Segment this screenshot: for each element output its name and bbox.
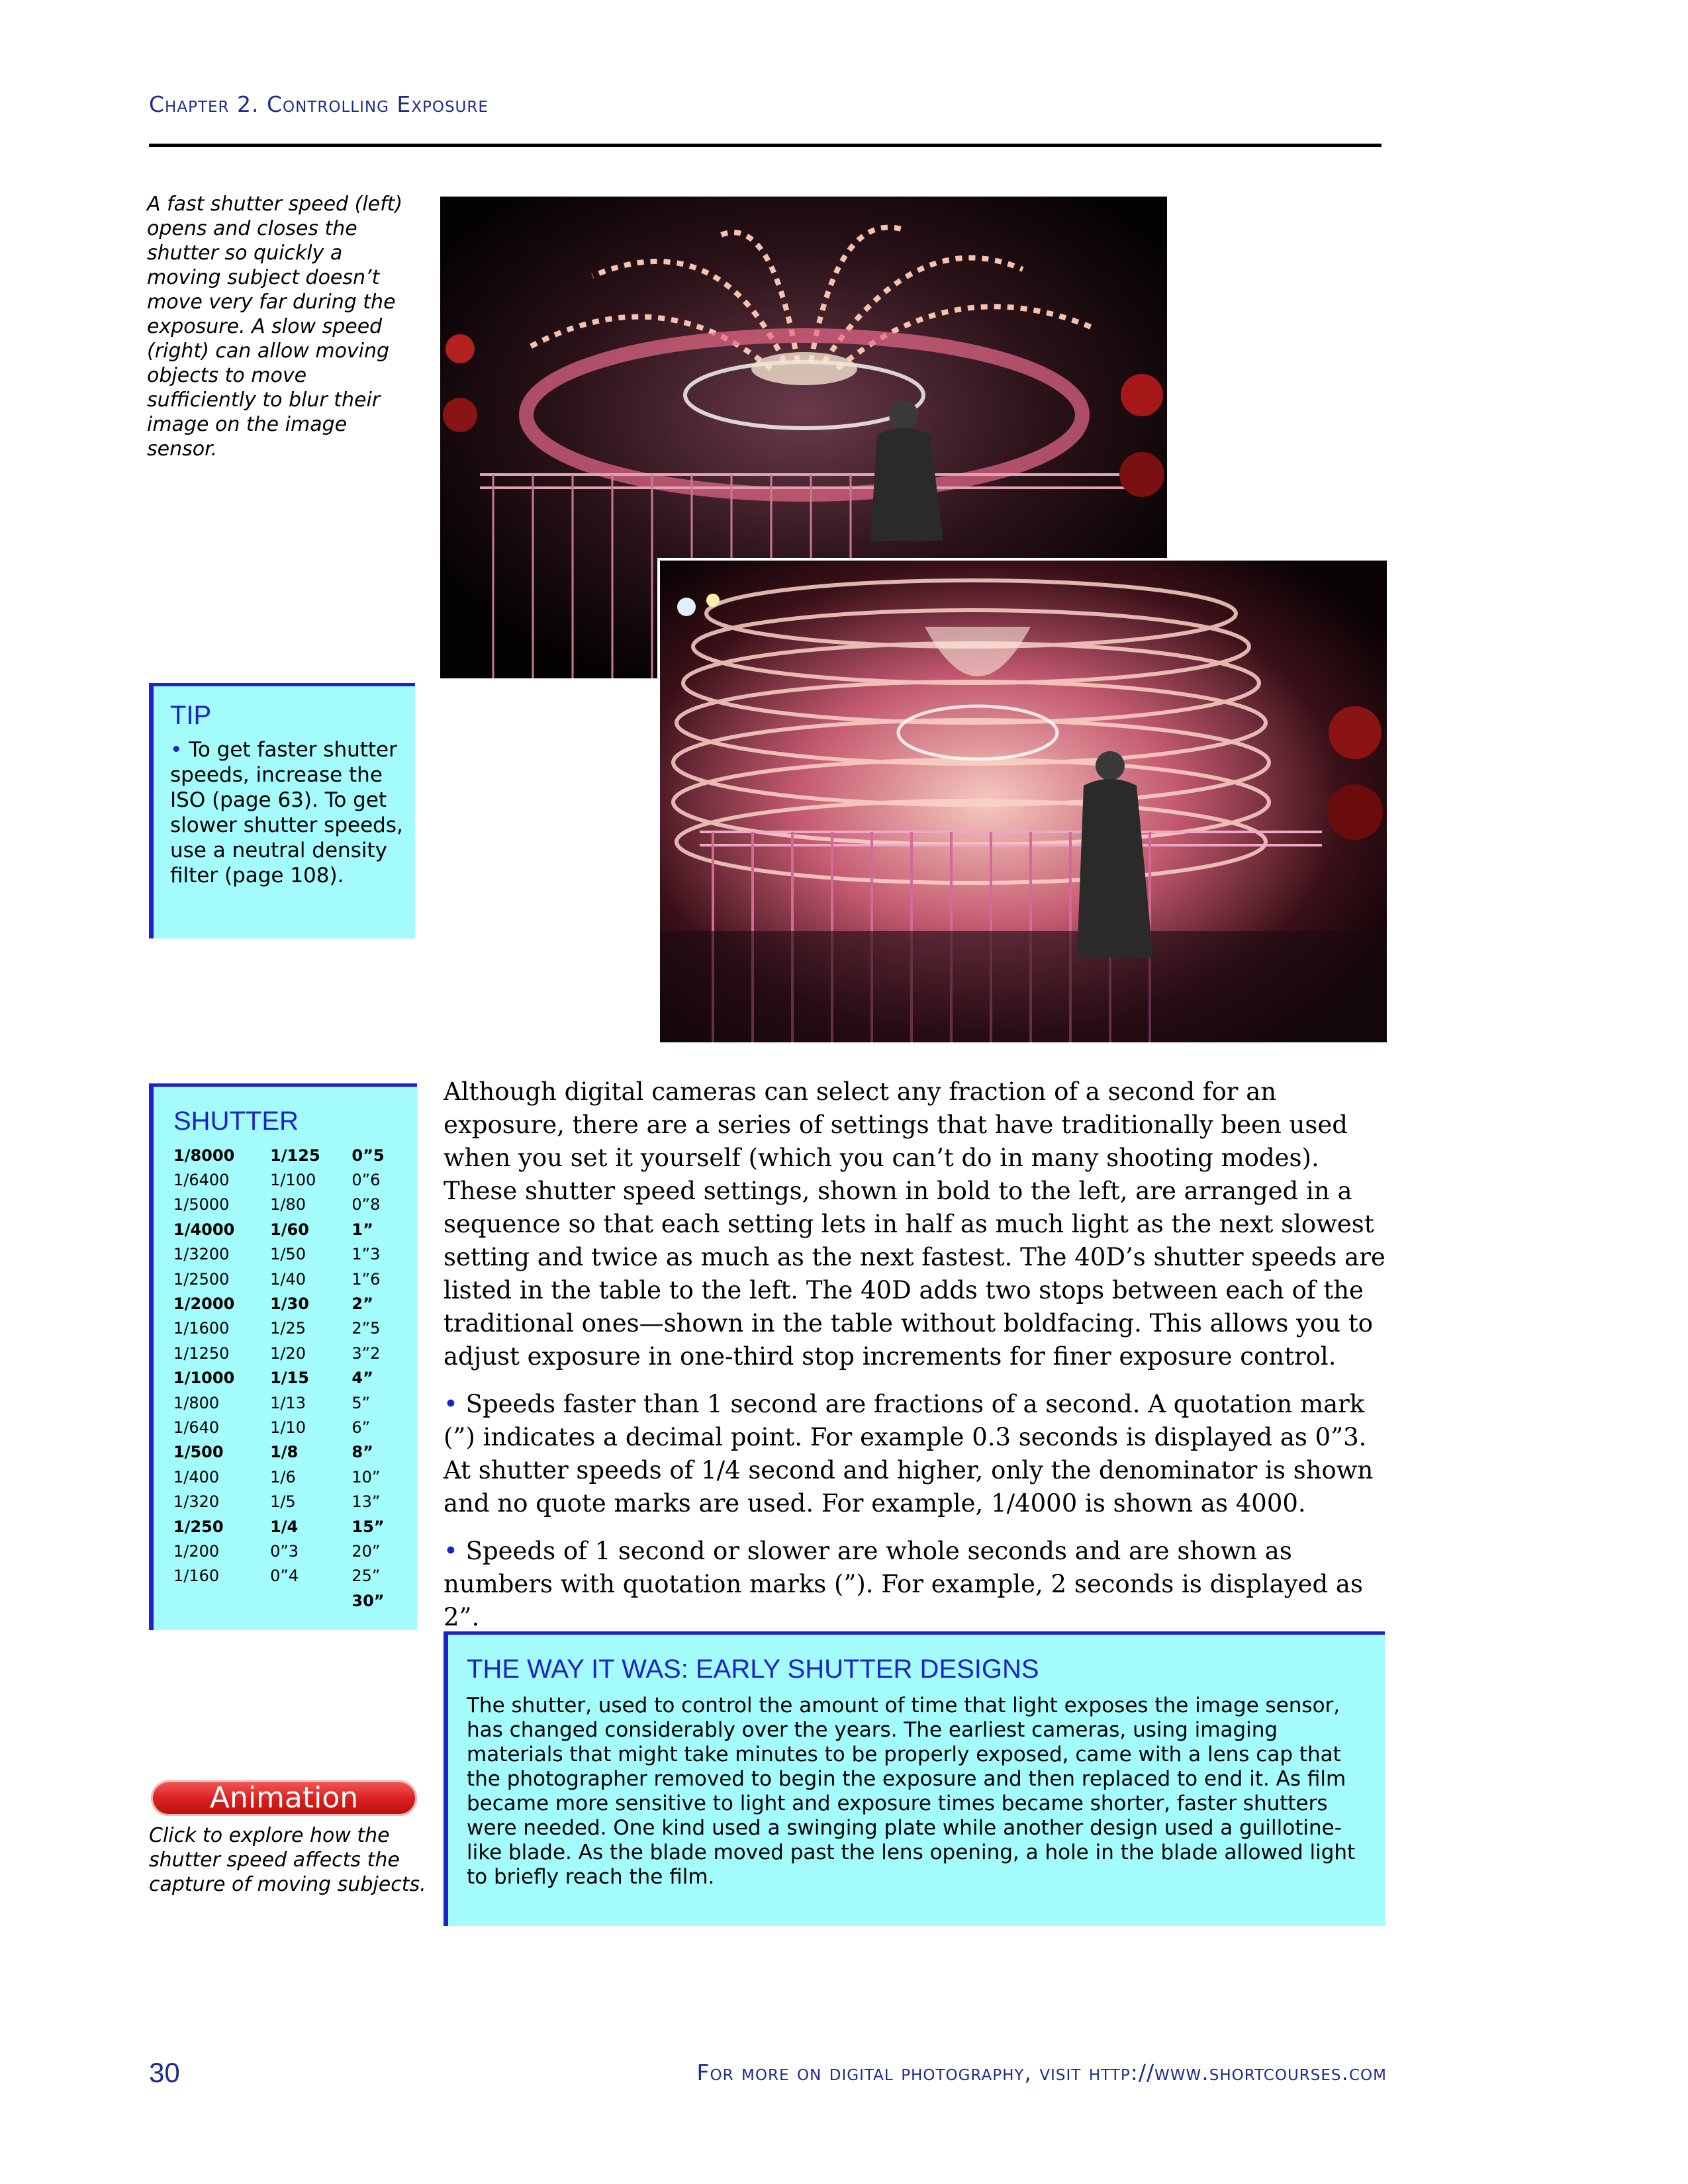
shutter-speed-cell: 1/6 — [270, 1467, 296, 1486]
way-it-was-text: The shutter, used to control the amount of time that light exposes the image sensor, has changed considerably over the years. The earliest cameras, using imaging materials that might take minutes to be properly exposed, came with a lens cap that the photographer removed to begin the exposure and then replaced to end it. As film became more sensitive to light and exposure times became shorter, faster shutters were needed. One kind used a swinging plate while another design used a guillotine-like blade. As the blade moved past the lens opening, a hole in the blade allowed light to briefly reach the film. — [467, 1694, 1356, 1889]
shutter-speed-cell: 0”3 — [270, 1541, 299, 1561]
shutter-speed-cell — [270, 1588, 352, 1613]
shutter-speed-cell: 1/640 — [173, 1418, 220, 1437]
chapter-header: Chapter 2. Controlling Exposure — [149, 91, 489, 117]
shutter-speed-cell: 2” — [352, 1295, 373, 1314]
bullet-icon: • — [444, 1537, 458, 1565]
shutter-table-row — [173, 1167, 410, 1192]
shutter-table-row — [173, 1440, 410, 1465]
shutter-speed-cell: 1/3200 — [173, 1245, 230, 1264]
page-number: 30 — [149, 2057, 180, 2088]
shutter-speed-cell: 1” — [352, 1220, 373, 1239]
shutter-speed-cell: 8” — [352, 1443, 373, 1462]
shutter-table-row — [173, 1564, 410, 1588]
shutter-speed-cell: 10” — [352, 1467, 381, 1486]
shutter-speed-cell: 1”6 — [352, 1269, 381, 1289]
shutter-table-row — [173, 1193, 410, 1217]
shutter-speed-cell: 0”6 — [352, 1171, 381, 1190]
shutter-table-row — [173, 1489, 410, 1514]
shutter-speed-cell: 1/250 — [173, 1517, 224, 1536]
way-it-was-title: THE WAY IT WAS: EARLY SHUTTER DESIGNS — [467, 1655, 1039, 1684]
shutter-speed-cell: 1/2000 — [173, 1295, 235, 1314]
shutter-speed-cell: 1/60 — [270, 1220, 309, 1239]
shutter-speed-cell: 1/20 — [270, 1343, 306, 1363]
shutter-speed-cell: 0”5 — [352, 1146, 385, 1165]
shutter-speed-cell: 13” — [352, 1492, 381, 1512]
shutter-speed-cell: 1/40 — [270, 1269, 306, 1289]
shutter-speed-cell: 1/200 — [173, 1541, 220, 1561]
shutter-speed-cell: 25” — [352, 1567, 381, 1586]
shutter-speed-cell: 6” — [352, 1418, 371, 1437]
header-rule — [149, 144, 1382, 147]
shutter-table-row — [173, 1316, 410, 1341]
shutter-speed-cell: 1/1600 — [173, 1319, 230, 1338]
shutter-speed-cell: 1/500 — [173, 1443, 224, 1462]
shutter-table-row — [173, 1242, 410, 1267]
shutter-speed-cell: 1/4000 — [173, 1220, 235, 1239]
shutter-table-row — [173, 1539, 410, 1563]
shutter-table-row — [173, 1341, 410, 1365]
shutter-speed-cell: 1/2500 — [173, 1269, 230, 1289]
shutter-speed-cell: 1/400 — [173, 1467, 220, 1486]
shutter-speed-cell: 1/1250 — [173, 1343, 230, 1363]
shutter-speed-cell: 1/25 — [270, 1319, 306, 1338]
shutter-speed-cell: 1/800 — [173, 1393, 220, 1412]
shutter-speed-cell: 3”2 — [352, 1343, 381, 1363]
tip-bullet: • — [170, 738, 183, 762]
shutter-speed-cell: 1/30 — [270, 1295, 309, 1314]
animation-caption: Click to explore how the shutter speed affects the capture of moving subjects. — [149, 1824, 426, 1896]
body-paragraph-3-text: Speeds of 1 second or slower are whole seconds and are shown as numbers with quotation marks (”). For example, 2 seconds is displayed as 2”. — [444, 1537, 1363, 1631]
shutter-speed-cell: 1/10 — [270, 1418, 306, 1437]
shutter-speed-cell: 4” — [352, 1369, 373, 1388]
shutter-table-row — [173, 1514, 410, 1539]
body-paragraph-1: Although digital cameras can select any fraction of a second for an exposure, there are a series of settings that have traditionally been used when you set it yourself (which you can’t do in many shooting modes). These shutter speed settings, shown in bold to the left, are arranged in a sequence so that each setting lets in half as much light as the next slowest setting and twice as much as the next fastest. The 40D’s shutter speeds are listed in the table to the left. The 40D adds two stops between each of the traditional ones—shown in the table without boldfacing. This allows you to adjust exposure in one-third stop increments for finer exposure control. — [444, 1077, 1385, 1371]
shutter-table-row — [173, 1588, 410, 1613]
shutter-speed-cell: 20” — [352, 1541, 381, 1561]
shutter-table-row — [173, 1390, 410, 1415]
slow-shutter-photo — [657, 558, 1387, 1042]
shutter-table-row — [173, 1217, 410, 1242]
shutter-speed-cell: 1/100 — [270, 1171, 316, 1190]
body-paragraph-2-text: Speeds faster than 1 second are fractions of a second. A quotation mark (”) indicates a decimal point. For example 0.3 seconds is displayed as 0”3. At shutter speeds of 1/4 second and higher, only the denominator is shown and no quote marks are used. For example, 1/4000 is shown as 4000. — [444, 1390, 1374, 1518]
shutter-speed-cell: 1/50 — [270, 1245, 306, 1264]
shutter-table-row — [173, 1267, 410, 1291]
tip-title: TIP — [170, 701, 212, 730]
shutter-speed-cell: 1/8000 — [173, 1146, 235, 1165]
way-it-was-box — [444, 1631, 1385, 1926]
shutter-speed-cell: 2”5 — [352, 1319, 381, 1338]
shutter-speed-cell: 1/8 — [270, 1443, 299, 1462]
shutter-table-row — [173, 1291, 410, 1316]
shutter-speed-cell: 1/15 — [270, 1369, 309, 1388]
footer-link-text: For more on digital photography, visit http://www.shortcourses.com — [696, 2060, 1387, 2085]
shutter-table-row — [173, 1415, 410, 1439]
shutter-speed-cell: 1”3 — [352, 1245, 381, 1264]
shutter-table-row — [173, 1465, 410, 1489]
shutter-speed-cell: 1/320 — [173, 1492, 220, 1512]
shutter-speed-cell: 15” — [352, 1517, 385, 1536]
shutter-speed-cell: 1/5 — [270, 1492, 296, 1512]
shutter-table-row — [173, 1143, 410, 1167]
shutter-speed-cell: 1/160 — [173, 1567, 220, 1586]
tip-text: To get faster shutter speeds, increase the ISO (page 63). To get slower shutter speeds, use a neutral density filter (page 108). — [170, 738, 403, 887]
photo-caption: A fast shutter speed (left) opens and closes the shutter so quickly a moving subject doesn’t move very far during the exposure. A slow speed (right) can allow moving objects to move sufficiently to blur their image on the image sensor. — [147, 193, 403, 461]
shutter-speed-cell: 5” — [352, 1393, 371, 1412]
shutter-speed-cell: 30” — [352, 1591, 385, 1610]
tip-box — [149, 683, 415, 938]
shutter-speeds-table — [173, 1143, 410, 1613]
shutter-speed-cell: 0”4 — [270, 1567, 299, 1586]
body-paragraph-3 — [444, 1535, 1387, 1634]
shutter-speed-cell: 1/4 — [270, 1517, 299, 1536]
body-paragraph-2 — [444, 1388, 1387, 1520]
shutter-speed-cell: 1/1000 — [173, 1369, 235, 1388]
shutter-speed-cell: 1/6400 — [173, 1171, 230, 1190]
shutter-speeds-box — [149, 1083, 417, 1630]
shutter-speed-cell: 1/125 — [270, 1146, 320, 1165]
shutter-speed-cell: 1/5000 — [173, 1195, 230, 1214]
shutter-table-row — [173, 1366, 410, 1390]
bullet-icon: • — [444, 1390, 458, 1418]
shutter-speed-cell: 1/13 — [270, 1393, 306, 1412]
shutter-speed-cell: 1/80 — [270, 1195, 306, 1214]
tip-text-block — [170, 737, 403, 888]
shutter-speed-cell — [173, 1588, 270, 1613]
shutter-title: SHUTTER — [173, 1107, 299, 1136]
shutter-speed-cell: 0”8 — [352, 1195, 381, 1214]
animation-button[interactable]: Animation — [151, 1780, 417, 1816]
body-text — [444, 1075, 1387, 1649]
